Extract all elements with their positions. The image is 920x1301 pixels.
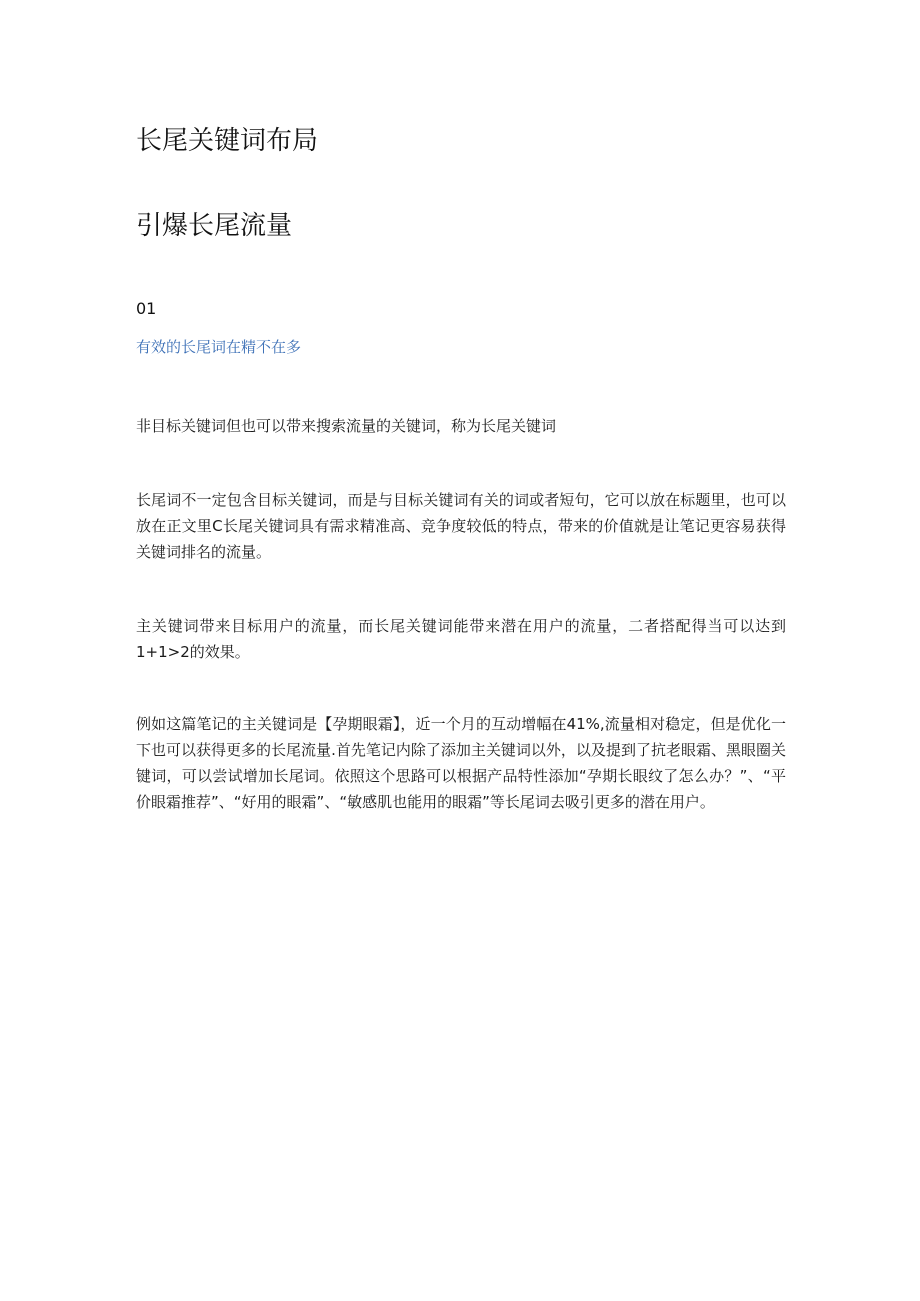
paragraph-characteristics: 长尾词不一定包含目标关键词，而是与目标关键词有关的词或者短句，它可以放在标题里，也可以放在正文里C长尾关键词具有需求精准高、竞争度较低的特点，带来的价值就是让笔记更容易获得关键词排名的流量。 <box>136 491 786 561</box>
paragraph-definition: 非目标关键词但也可以带来搜索流量的关键词，称为长尾关键词 <box>136 417 557 435</box>
page-subtitle: 引爆长尾流量 <box>136 211 293 241</box>
page-title: 长尾关键词布局 <box>136 126 319 156</box>
section-heading: 有效的长尾词在精不在多 <box>136 338 302 356</box>
section-number: 01 <box>136 299 157 318</box>
paragraph-traffic: 主关键词带来目标用户的流量，而长尾关键词能带来潜在用户的流量，二者搭配得当可以达到1+1>2的效果。 <box>136 617 786 661</box>
paragraph-example: 例如这篇笔记的主关键词是【孕期眼霜】，近一个月的互动增幅在41%,流量相对稳定，但是优化一下也可以获得更多的长尾流量.首先笔记内除了添加主关键词以外，以及提到了抗老眼霜、黑眼圈关键词，可以尝试增加长尾词。依照这个思路可以根据产品特性添加“孕期长眼纹了怎么办？”、“平价眼霜推荐”、“好用的眼霜”、“敏感肌也能用的眼霜”等长尾词去吸引更多的潜在用户。 <box>136 715 786 811</box>
